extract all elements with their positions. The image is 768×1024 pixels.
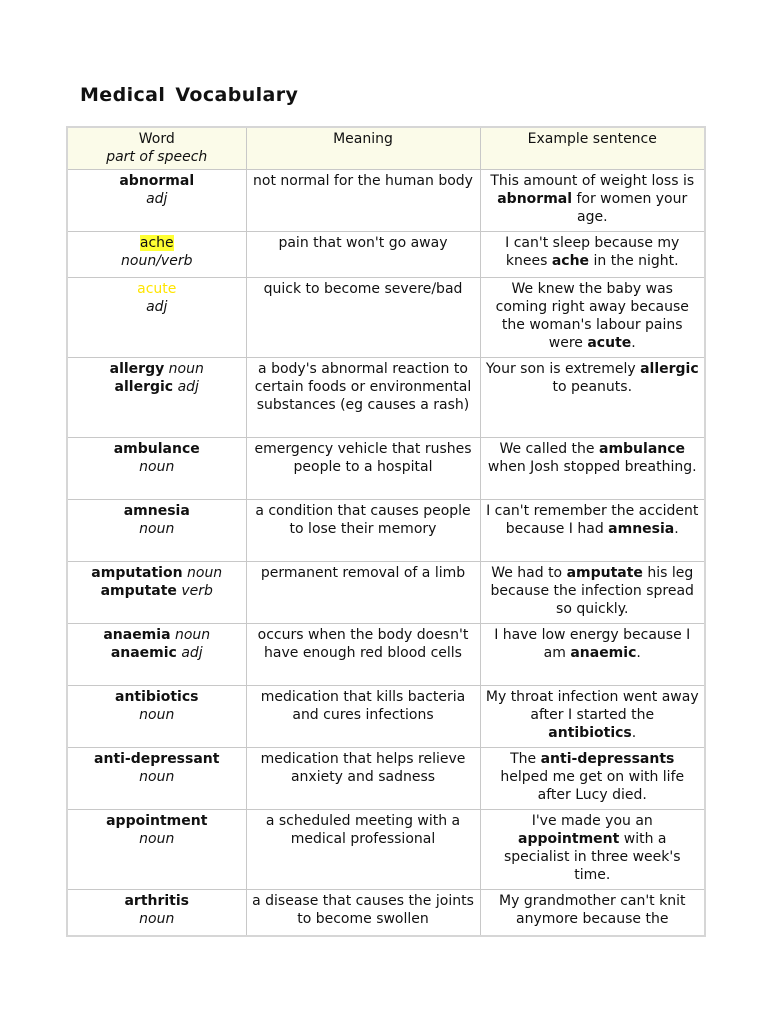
meaning-cell: quick to become severe/bad — [246, 278, 480, 358]
word-cell — [67, 438, 246, 500]
table-row — [67, 890, 705, 936]
example-keyword: ambulance — [599, 441, 686, 457]
word-cell — [67, 358, 246, 438]
meaning-cell: a disease that causes the joints to become swollen — [246, 890, 480, 936]
example-text: his leg because the infection spread so quickly. — [490, 565, 694, 617]
meaning-cell: pain that won't go away — [246, 232, 480, 278]
example-keyword: antibiotics — [548, 725, 632, 741]
example-text: We knew the baby was coming right away because the woman's labour pains were — [495, 281, 689, 351]
header-word-label: Word — [138, 131, 175, 147]
part-of-speech: adj — [177, 379, 199, 395]
example-keyword: amputate — [566, 565, 643, 581]
vocab-word: acute — [137, 281, 177, 297]
vocab-word: arthritis — [124, 893, 190, 909]
word-line — [72, 502, 242, 520]
word-line — [72, 234, 242, 252]
vocab-word: amnesia — [123, 503, 190, 519]
part-of-speech: noun/verb — [121, 253, 193, 269]
example-text: . — [631, 335, 636, 351]
example-cell — [480, 890, 705, 936]
example-text: I can't sleep because my knees — [505, 235, 680, 269]
part-of-speech: verb — [181, 583, 213, 599]
part-of-speech: adj — [181, 645, 203, 661]
word-line — [72, 892, 242, 910]
table-row — [67, 686, 705, 748]
word-cell — [67, 232, 246, 278]
word-line — [72, 280, 242, 298]
example-text: Your son is extremely — [485, 361, 641, 377]
word-cell — [67, 748, 246, 810]
example-keyword: acute — [587, 335, 632, 351]
example-text: in the night. — [589, 253, 679, 269]
example-cell — [480, 232, 705, 278]
part-of-speech: noun — [139, 459, 175, 475]
table-row — [67, 438, 705, 500]
vocab-word: ambulance — [113, 441, 200, 457]
word-cell — [67, 890, 246, 936]
example-text: helped me get on with life after Lucy died. — [500, 769, 685, 803]
example-text: with a specialist in three week's time. — [503, 831, 681, 883]
vocab-word: abnormal — [119, 173, 195, 189]
word-cell — [67, 500, 246, 562]
table-body — [67, 170, 705, 936]
word-line — [72, 812, 242, 830]
word-cell — [67, 562, 246, 624]
part-of-speech: noun — [139, 911, 175, 927]
vocab-word: allergy — [109, 361, 165, 377]
example-cell — [480, 562, 705, 624]
example-text: We had to — [491, 565, 567, 581]
example-text: . — [636, 645, 641, 661]
example-text: to peanuts. — [552, 379, 633, 395]
vocab-word-form: amputate — [100, 583, 177, 599]
example-text: I have low energy because I am — [494, 627, 691, 661]
header-example: Example sentence — [480, 127, 705, 170]
vocab-word: amputation — [91, 565, 183, 581]
table-row — [67, 562, 705, 624]
example-cell — [480, 686, 705, 748]
example-cell — [480, 624, 705, 686]
meaning-cell: medication that helps relieve anxiety and sadness — [246, 748, 480, 810]
table-row — [67, 624, 705, 686]
table-row — [67, 500, 705, 562]
example-keyword: anaemic — [570, 645, 637, 661]
example-keyword: allergic — [640, 361, 699, 377]
vocab-word: ache — [139, 235, 174, 251]
meaning-cell: medication that kills bacteria and cures infections — [246, 686, 480, 748]
example-keyword: appointment — [518, 831, 620, 847]
example-cell — [480, 748, 705, 810]
vocab-word: anaemia — [103, 627, 171, 643]
meaning-cell: a condition that causes people to lose their memory — [246, 500, 480, 562]
word-line — [72, 360, 242, 378]
word-line — [72, 688, 242, 706]
vocab-word-form: allergic — [114, 379, 174, 395]
table-row — [67, 358, 705, 438]
table-header-row — [67, 127, 705, 170]
example-keyword: anti-depressants — [540, 751, 675, 767]
example-text: for women your age. — [572, 191, 688, 225]
example-text: I can't remember the accident because I had — [486, 503, 699, 537]
part-of-speech: noun — [139, 831, 175, 847]
word-line — [72, 440, 242, 458]
word-cell — [67, 810, 246, 890]
table-row — [67, 170, 705, 232]
example-text: My grandmother can't knit anymore because the — [499, 893, 686, 927]
meaning-cell: a scheduled meeting with a medical professional — [246, 810, 480, 890]
example-cell — [480, 500, 705, 562]
example-cell — [480, 278, 705, 358]
header-word-sublabel: part of speech — [106, 149, 208, 165]
word-line — [72, 172, 242, 190]
example-cell — [480, 358, 705, 438]
word-cell — [67, 278, 246, 358]
example-cell — [480, 438, 705, 500]
example-cell — [480, 170, 705, 232]
part-of-speech: noun — [139, 707, 175, 723]
word-cell — [67, 624, 246, 686]
part-of-speech: noun — [168, 361, 204, 377]
table-row — [67, 810, 705, 890]
meaning-cell: a body's abnormal reaction to certain foods or environmental substances (eg causes a rash) — [246, 358, 480, 438]
header-word — [67, 127, 246, 170]
table-row — [67, 278, 705, 358]
word-cell — [67, 170, 246, 232]
example-text: My throat infection went away after I started the — [485, 689, 699, 723]
word-line — [72, 750, 242, 768]
example-keyword: amnesia — [608, 521, 675, 537]
vocab-word: antibiotics — [115, 689, 199, 705]
part-of-speech: adj — [146, 191, 168, 207]
word-line — [72, 644, 242, 662]
part-of-speech: noun — [139, 769, 175, 785]
example-cell — [480, 810, 705, 890]
example-text: when Josh stopped breathing. — [487, 459, 697, 475]
word-line — [72, 378, 242, 396]
table-row — [67, 232, 705, 278]
example-text: . — [674, 521, 679, 537]
header-meaning: Meaning — [246, 127, 480, 170]
example-text: I've made you an — [531, 813, 653, 829]
vocab-word-form: anaemic — [110, 645, 177, 661]
meaning-cell: occurs when the body doesn't have enough red blood cells — [246, 624, 480, 686]
example-text: This amount of weight loss is — [490, 173, 695, 189]
meaning-cell: emergency vehicle that rushes people to a hospital — [246, 438, 480, 500]
word-line — [72, 564, 242, 582]
part-of-speech: noun — [187, 565, 223, 581]
vocabulary-table — [66, 126, 706, 937]
table-row — [67, 748, 705, 810]
word-line — [72, 626, 242, 644]
part-of-speech: noun — [174, 627, 211, 643]
meaning-cell: permanent removal of a limb — [246, 562, 480, 624]
part-of-speech: adj — [146, 299, 168, 315]
example-text: . — [631, 725, 637, 741]
vocab-word: anti-depressant — [94, 751, 220, 767]
word-cell — [67, 686, 246, 748]
meaning-cell: not normal for the human body — [246, 170, 480, 232]
page-title: Medical Vocabulary — [80, 84, 299, 106]
example-keyword: ache — [551, 253, 590, 269]
word-line — [72, 582, 242, 600]
part-of-speech: noun — [139, 521, 175, 537]
example-keyword: abnormal — [497, 191, 573, 207]
example-text: We called the — [499, 441, 599, 457]
vocab-word: appointment — [106, 813, 208, 829]
example-text: The — [510, 751, 541, 767]
